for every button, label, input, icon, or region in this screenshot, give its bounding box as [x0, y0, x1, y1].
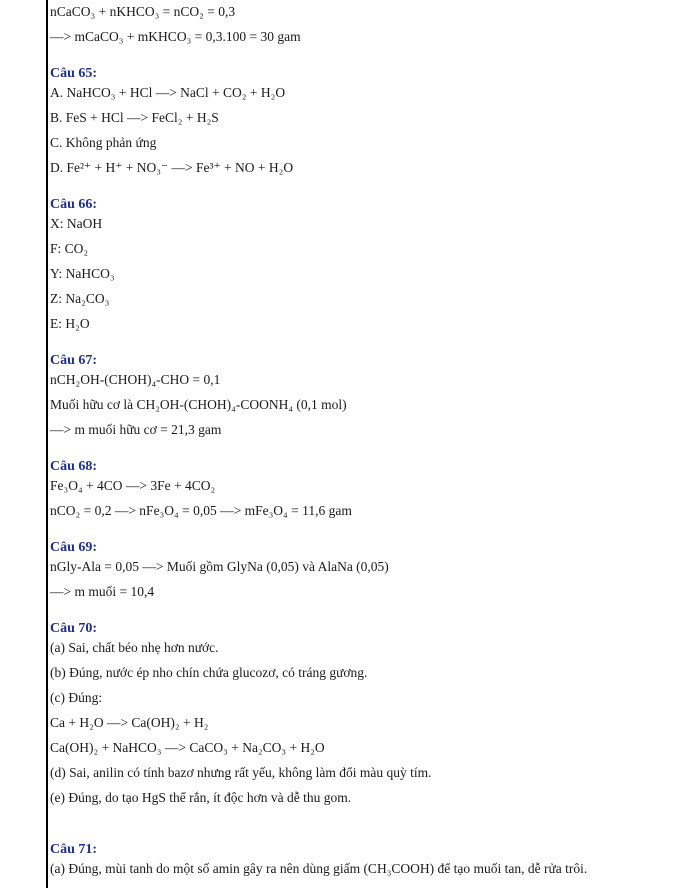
- text-line: Y: NaHCO₃: [50, 266, 115, 281]
- text-line: Muối hữu cơ là CH₂OH-(CHOH)₄-COONH₄ (0,1 mol): [50, 397, 347, 412]
- text-line: nCaCO₃ + nKHCO₃ = nCO₂ = 0,3: [50, 4, 236, 19]
- text-line: B. FeS + HCl —> FeCl₂ + H₂S: [50, 110, 219, 125]
- text-line: Fe₃O₄ + 4CO —> 3Fe + 4CO₂: [50, 478, 216, 493]
- left-margin-rule: [46, 0, 48, 888]
- text-line: Ca + H₂O —> Ca(OH)₂ + H₂: [50, 715, 209, 730]
- question-heading: Câu 67:: [50, 353, 98, 368]
- text-line: E: H₂O: [50, 316, 90, 331]
- question-heading: Câu 71:: [50, 842, 98, 857]
- text-line: (d) Sai, anilin có tính bazơ nhưng rất yếu, không làm đổi màu quỳ tím.: [50, 765, 432, 780]
- text-line: (c) Đúng:: [50, 690, 103, 705]
- text-line: nCO₂ = 0,2 —> nFe₃O₄ = 0,05 —> mFe₃O₄ = 11,6 gam: [50, 503, 352, 518]
- text-line: A. NaHCO₃ + HCl —> NaCl + CO₂ + H₂O: [50, 85, 286, 100]
- text-line: D. Fe²⁺ + H⁺ + NO₃⁻ —> Fe³⁺ + NO + H₂O: [50, 160, 294, 175]
- text-line: Z: Na₂CO₃: [50, 291, 110, 306]
- text-line: (e) Đúng, do tạo HgS thể rắn, ít độc hơn và dễ thu gom.: [50, 790, 352, 805]
- text-line: —> mCaCO₃ + mKHCO₃ = 0,3.100 = 30 gam: [50, 29, 301, 44]
- text-line: nGly-Ala = 0,05 —> Muối gồm GlyNa (0,05) và AlaNa (0,05): [50, 559, 389, 574]
- question-heading: Câu 65:: [50, 66, 98, 81]
- question-heading: Câu 66:: [50, 197, 98, 212]
- text-line: F: CO₂: [50, 241, 89, 256]
- question-heading: Câu 69:: [50, 540, 98, 555]
- text-line: (a) Đúng, mùi tanh do một số amin gây ra nên dùng giấm (CH₃COOH) để tạo muối tan, dễ rửa trôi.: [50, 861, 588, 876]
- text-line: Ca(OH)₂ + NaHCO₃ —> CaCO₃ + Na₂CO₃ + H₂O: [50, 740, 325, 755]
- text-line: (a) Sai, chất béo nhẹ hơn nước.: [50, 640, 219, 655]
- question-heading: Câu 70:: [50, 621, 98, 636]
- text-line: C. Không phản ứng: [50, 135, 157, 150]
- text-line: —> m muối hữu cơ = 21,3 gam: [50, 422, 222, 437]
- text-line: nCH₂OH-(CHOH)₄-CHO = 0,1: [50, 372, 221, 387]
- text-line: X: NaOH: [50, 216, 103, 231]
- question-heading: Câu 68:: [50, 459, 98, 474]
- text-line: —> m muối = 10,4: [50, 584, 155, 599]
- text-line: (b) Đúng, nước ép nho chín chứa glucozơ, có tráng gương.: [50, 665, 368, 680]
